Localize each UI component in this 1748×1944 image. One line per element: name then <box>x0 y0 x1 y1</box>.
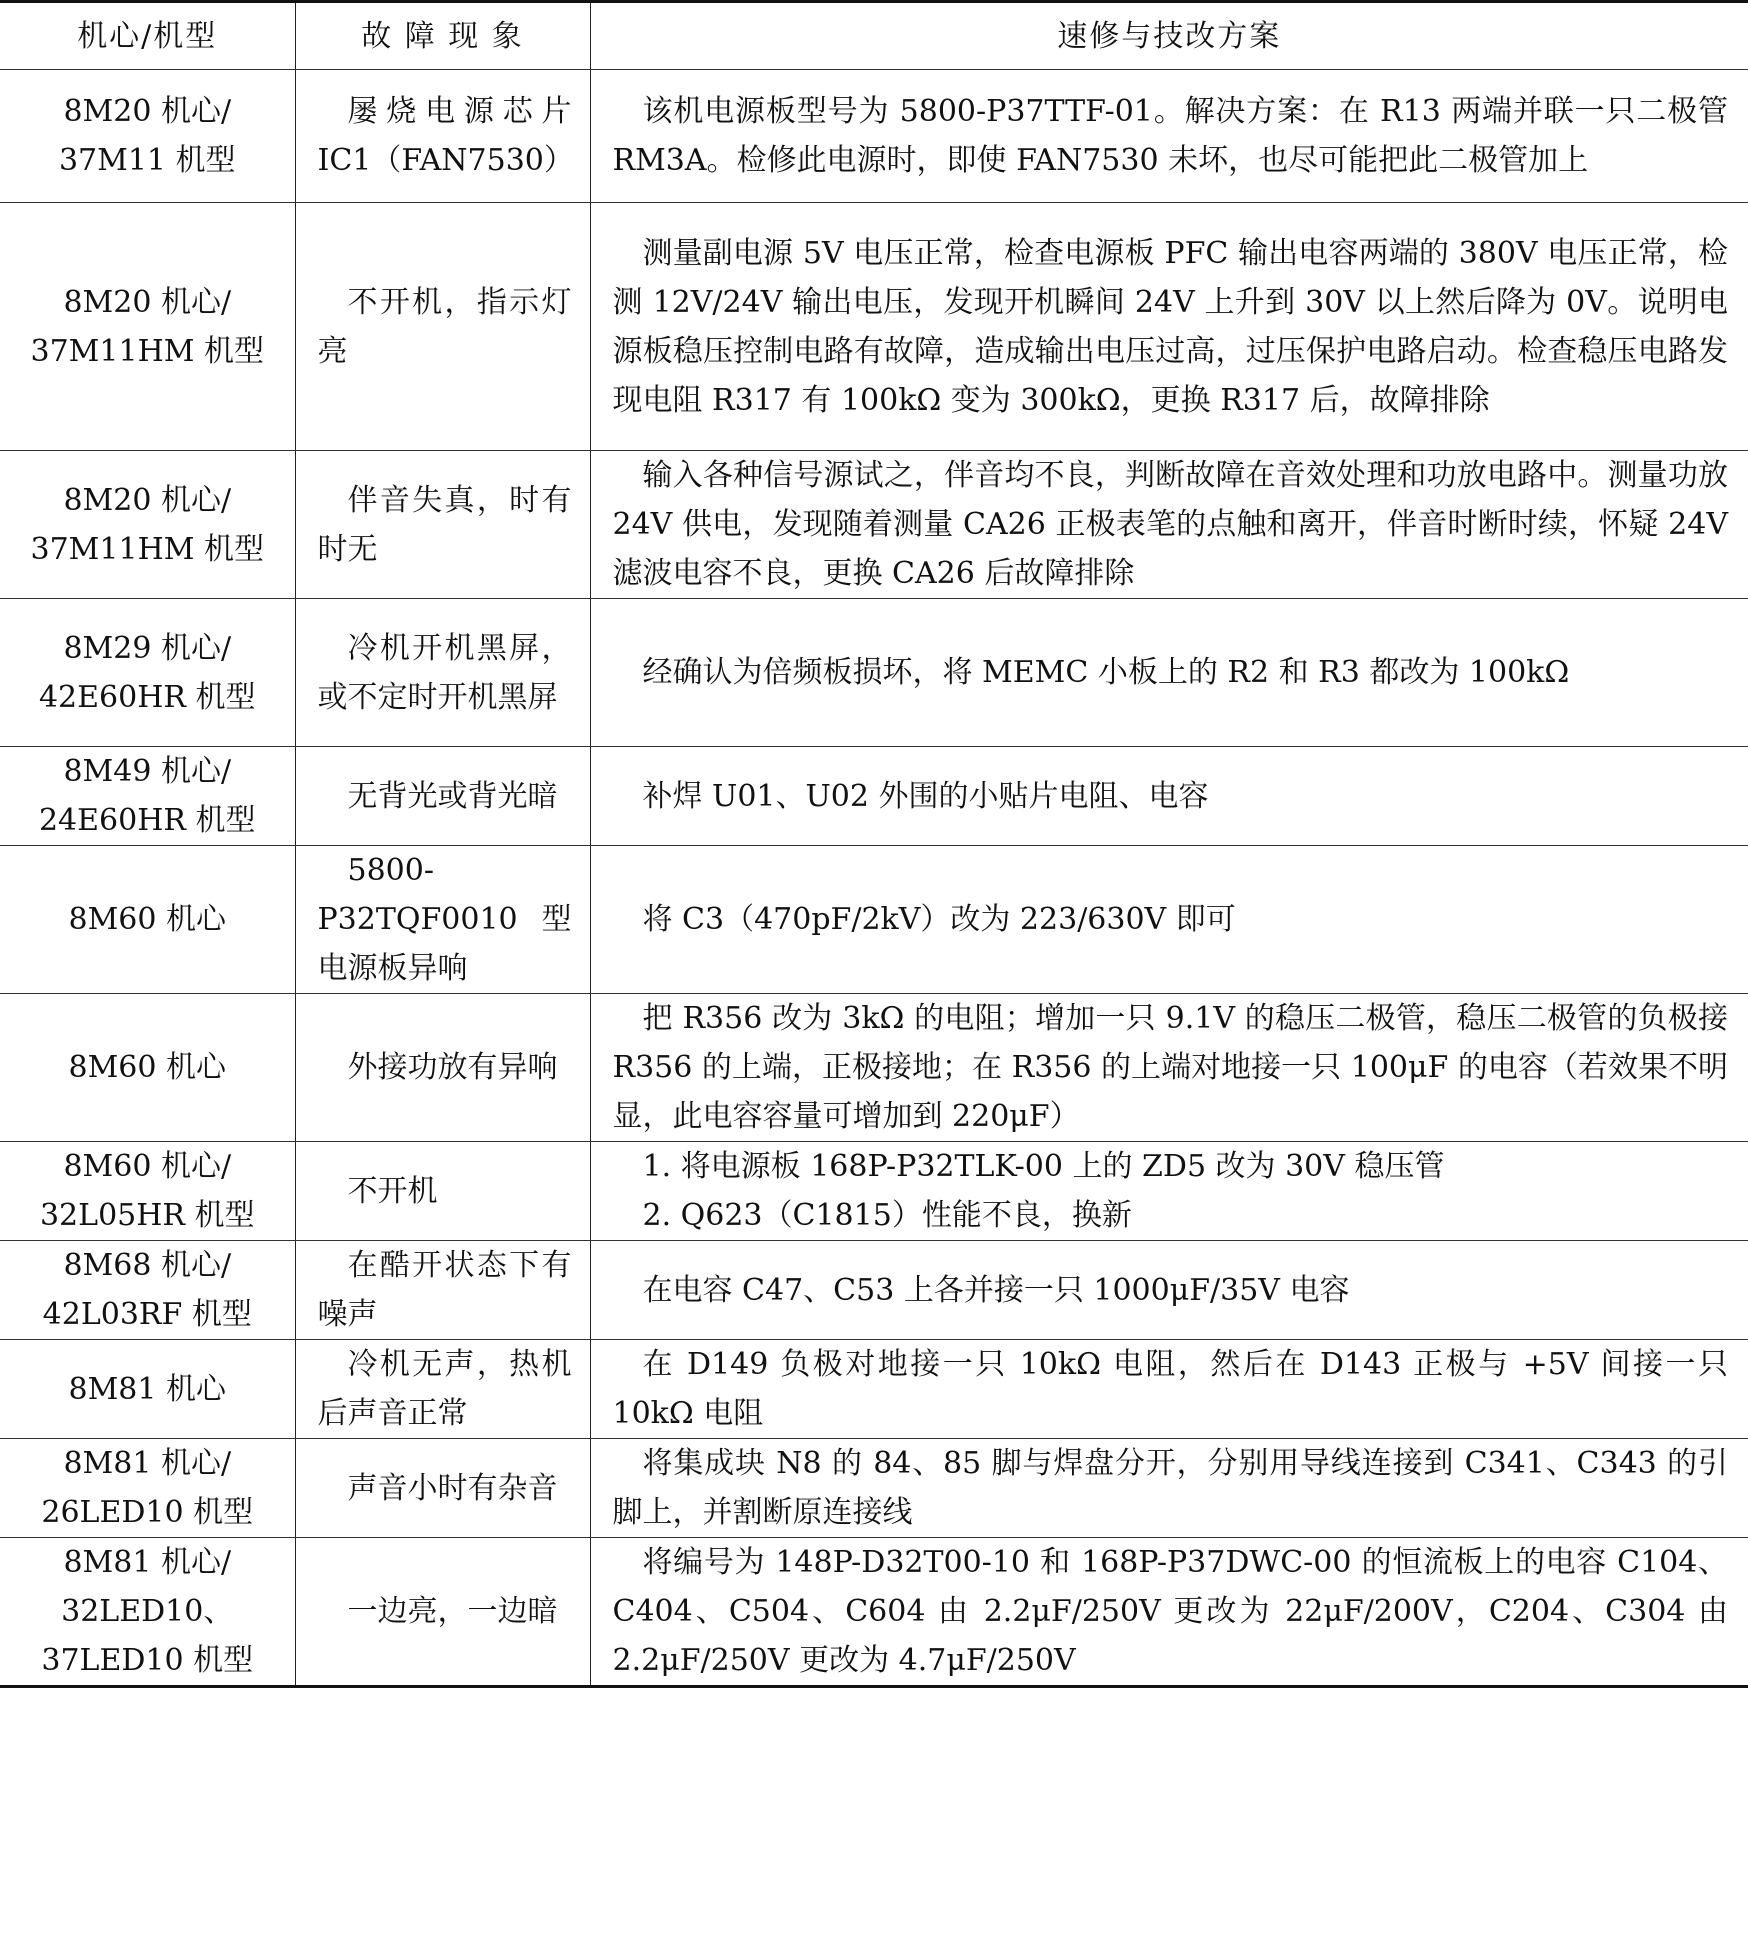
chassis-line: 37M11HM 机型 <box>30 531 264 567</box>
solution-cell <box>590 70 1748 203</box>
symptom-cell: 不开机，指示灯亮 <box>295 203 590 451</box>
chassis-cell <box>0 1241 295 1340</box>
solution-cell <box>590 203 1748 451</box>
chassis-line: 8M68 机心/ <box>63 1248 232 1283</box>
solution-line: 补焊 U01、U02 外围的小贴片电阻、电容 <box>642 778 1209 814</box>
table-row <box>0 203 1748 451</box>
symptom-cell: 不开机 <box>295 1142 590 1241</box>
chassis-cell <box>0 203 295 451</box>
header-symptom: 故 障 现 象 <box>295 2 590 70</box>
chassis-line: 8M29 机心/ <box>63 630 232 666</box>
chassis-cell <box>0 451 295 599</box>
chassis-line: 8M20 机心/ <box>63 94 232 129</box>
chassis-line: 26LED10 机型 <box>41 1495 254 1530</box>
solution-cell <box>590 1340 1748 1439</box>
table-row <box>0 1439 1748 1538</box>
symptom-cell: 冷机开机黑屏，或不定时开机黑屏 <box>295 599 590 747</box>
chassis-line: 37M11HM 机型 <box>30 333 264 369</box>
chassis-cell <box>0 994 295 1142</box>
chassis-line: 37LED10 机型 <box>41 1643 254 1678</box>
solution-line: 1. 将电源板 168P-P32TLK-00 上的 ZD5 改为 30V 稳压管 <box>642 1149 1445 1184</box>
chassis-line: 32LED10、 <box>61 1594 234 1629</box>
symptom-cell: 声音小时有杂音 <box>295 1439 590 1538</box>
solution-cell <box>590 451 1748 599</box>
solution-cell <box>590 846 1748 994</box>
table-row <box>0 1538 1748 1687</box>
chassis-cell <box>0 70 295 203</box>
table-row <box>0 1241 1748 1340</box>
chassis-line: 8M81 机心/ <box>63 1545 232 1580</box>
solution-cell <box>590 994 1748 1142</box>
solution-line: 在 D149 负极对地接一只 10kΩ 电阻，然后在 D143 正极与 +5V 间接一只 10kΩ 电阻 <box>612 1347 1728 1431</box>
chassis-line: 8M60 机心 <box>68 902 226 937</box>
header-solution: 速修与技改方案 <box>590 2 1748 70</box>
table-row <box>0 1340 1748 1439</box>
chassis-line: 8M49 机心/ <box>63 754 232 789</box>
solution-line: 该机电源板型号为 5800-P37TTF-01。解决方案：在 R13 两端并联一只二极管 RM3A。检修此电源时，即使 FAN7530 未坏，也尽可能把此二极管加上 <box>612 94 1728 178</box>
table-row <box>0 70 1748 203</box>
chassis-line: 42L03RF 机型 <box>42 1297 252 1332</box>
symptom-cell: 5800-P32TQF0010型电源板异响 <box>295 846 590 994</box>
solution-cell <box>590 1538 1748 1687</box>
chassis-line: 32L05HR 机型 <box>39 1198 255 1233</box>
table-row <box>0 846 1748 994</box>
chassis-cell <box>0 599 295 747</box>
chassis-cell <box>0 747 295 846</box>
solution-cell <box>590 1439 1748 1538</box>
chassis-line: 8M81 机心/ <box>63 1446 232 1481</box>
chassis-line: 8M20 机心/ <box>63 482 232 518</box>
symptom-cell: 在酷开状态下有噪声 <box>295 1241 590 1340</box>
table-header-row <box>0 2 1748 70</box>
symptom-cell: 屡烧电源芯片IC1（FAN7530） <box>295 70 590 203</box>
table-row <box>0 1142 1748 1241</box>
chassis-line: 8M60 机心/ <box>63 1149 232 1184</box>
chassis-line: 42E60HR 机型 <box>38 679 256 715</box>
chassis-line: 8M20 机心/ <box>63 284 232 320</box>
solution-cell <box>590 747 1748 846</box>
chassis-line: 24E60HR 机型 <box>38 803 256 838</box>
chassis-cell <box>0 1538 295 1687</box>
table-row <box>0 747 1748 846</box>
solution-line: 2. Q623（C1815）性能不良，换新 <box>642 1198 1132 1233</box>
solution-line: 将集成块 N8 的 84、85 脚与焊盘分开，分别用导线连接到 C341、C343 的引脚上，并割断原连接线 <box>612 1446 1728 1530</box>
table-row <box>0 451 1748 599</box>
chassis-line: 8M81 机心 <box>68 1371 226 1407</box>
solution-line: 测量副电源 5V 电压正常，检查电源板 PFC 输出电容两端的 380V 电压正常，检测 12V/24V 输出电压，发现开机瞬间 24V 上升到 30V 以上然后降为 0V。说明电源板稳压控制电路有故障，造成输出电压过高，过压保护电路启动。检查稳压电路发现电阻 R317 有 100kΩ 变为 300kΩ，更换 R317 后，故障排除 <box>612 235 1728 418</box>
symptom-cell: 冷机无声，热机后声音正常 <box>295 1340 590 1439</box>
solution-cell <box>590 1241 1748 1340</box>
table-row <box>0 599 1748 747</box>
solution-line: 在电容 C47、C53 上各并接一只 1000μF/35V 电容 <box>642 1272 1350 1308</box>
chassis-cell <box>0 846 295 994</box>
solution-line: 把 R356 改为 3kΩ 的电阻；增加一只 9.1V 的稳压二极管，稳压二极管的负极接 R356 的上端，正极接地；在 R356 的上端对地接一只 100μF 的电容（若效果不明显，此电容容量可增加到 220μF） <box>612 1001 1728 1134</box>
chassis-cell <box>0 1340 295 1439</box>
symptom-cell: 一边亮，一边暗 <box>295 1538 590 1687</box>
solution-line: 输入各种信号源试之，伴音均不良，判断故障在音效处理和功放电路中。测量功放 24V 供电，发现随着测量 CA26 正极表笔的点触和离开，伴音时断时续，怀疑 24V 滤波电容不良，更换 CA26 后故障排除 <box>612 458 1728 591</box>
chassis-line: 37M11 机型 <box>58 143 236 178</box>
table-row <box>0 994 1748 1142</box>
solution-line: 经确认为倍频板损坏，将 MEMC 小板上的 R2 和 R3 都改为 100kΩ <box>642 655 1570 690</box>
chassis-cell <box>0 1142 295 1241</box>
table-body <box>0 70 1748 1687</box>
solution-cell <box>590 1142 1748 1241</box>
symptom-cell: 外接功放有异响 <box>295 994 590 1142</box>
chassis-line: 8M60 机心 <box>68 1050 226 1085</box>
symptom-cell: 伴音失真，时有时无 <box>295 451 590 599</box>
solution-line: 将编号为 148P-D32T00-10 和 168P-P37DWC-00 的恒流板上的电容 C104、C404、C504、C604 由 2.2μF/250V 更改为 22μF/200V，C204、C304 由 2.2μF/250V 更改为 4.7μF/250V <box>612 1545 1728 1678</box>
solution-cell <box>590 599 1748 747</box>
chassis-cell <box>0 1439 295 1538</box>
symptom-cell: 无背光或背光暗 <box>295 747 590 846</box>
header-chassis: 机心/机型 <box>0 2 295 70</box>
solution-line: 将 C3（470pF/2kV）改为 223/630V 即可 <box>642 902 1236 937</box>
